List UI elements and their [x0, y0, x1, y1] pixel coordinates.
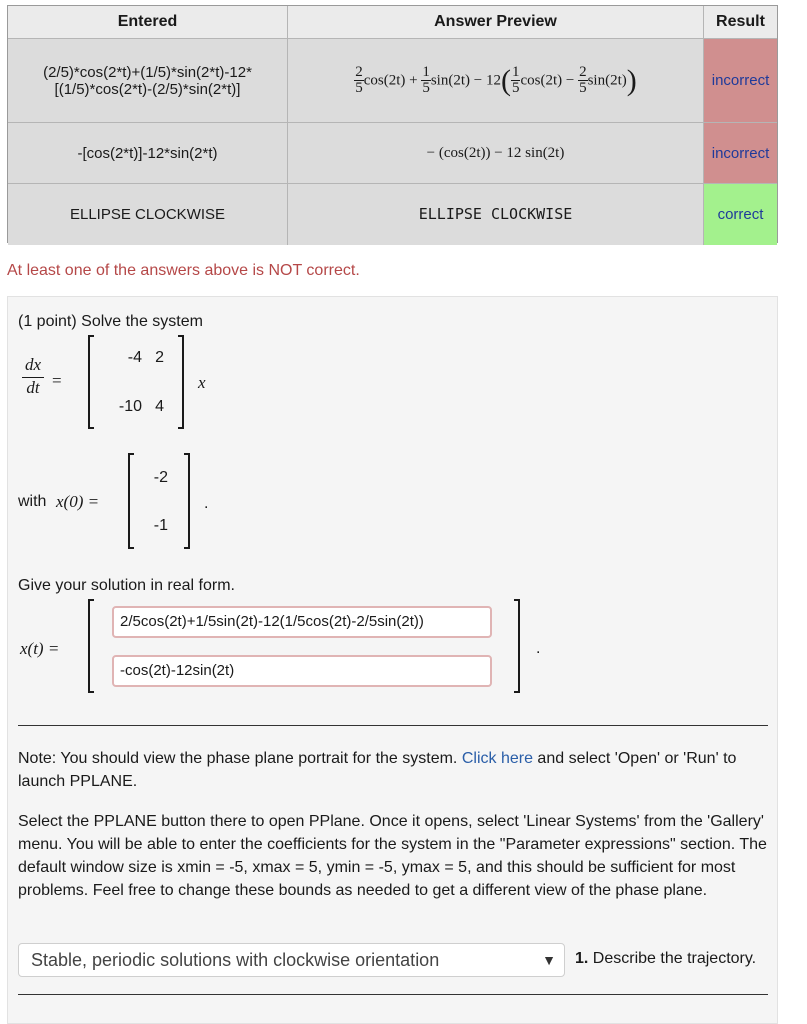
- result-row: [8, 123, 777, 184]
- divider: [18, 994, 768, 995]
- describe-label: 1. Describe the trajectory.: [575, 950, 757, 967]
- matrix-cell: 2: [155, 349, 164, 366]
- dx-label: dx: [24, 355, 42, 374]
- result-row: [8, 39, 777, 123]
- trajectory-select[interactable]: [18, 943, 565, 977]
- vector-left-bracket: [128, 453, 134, 549]
- period: .: [536, 640, 541, 657]
- real-form-instruction: Give your solution in real form.: [18, 577, 235, 594]
- header-answer-preview: Answer Preview: [288, 6, 704, 39]
- solution-left-bracket: [88, 599, 94, 693]
- period: .: [204, 495, 209, 512]
- matrix-left-bracket: [88, 335, 94, 429]
- equals-sign: =: [52, 371, 62, 390]
- fraction: $\frac{1}{5}$: [511, 64, 520, 96]
- results-table: [7, 5, 778, 243]
- matrix-cell: 4: [155, 398, 164, 415]
- with-label: with: [18, 493, 47, 510]
- warning-message: At least one of the answers above is NOT correct.: [7, 262, 360, 279]
- divider: [18, 725, 768, 726]
- entered-line-1: (2/5)*cos(2*t)+(1/5)*sin(2*t)-12*: [43, 63, 252, 81]
- result-status-incorrect: incorrect: [704, 39, 778, 123]
- preview-cell: − (cos(2t)) − 12 sin(2t): [288, 123, 704, 184]
- preview-cell: ELLIPSE CLOCKWISE: [288, 184, 704, 245]
- fraction: $\frac{1}{5}$: [422, 64, 430, 96]
- preview-term: cos(2t) −: [520, 71, 575, 88]
- fraction: $\frac{2}{5}$: [579, 64, 587, 96]
- select-value: Stable, periodic solutions with clockwise orientation: [31, 950, 440, 970]
- click-here-link[interactable]: Click here: [461, 750, 533, 767]
- matrix-right-bracket: [178, 335, 184, 429]
- dt-label: dt: [22, 377, 44, 398]
- entered-cell: ELLIPSE CLOCKWISE: [8, 184, 288, 245]
- vector-cell: -2: [153, 469, 168, 486]
- problem-panel: [7, 296, 778, 1024]
- vector-cell: -1: [153, 517, 168, 534]
- x0-label: x(0) =: [56, 492, 100, 511]
- note-text-after: and select 'Open' or 'Run' to launch PPLANE.: [18, 750, 737, 790]
- preview-term: cos(2t) +: [363, 71, 418, 88]
- matrix-cell: -4: [127, 349, 142, 366]
- problem-intro: (1 point) Solve the system: [18, 313, 203, 330]
- derivative-fraction: [22, 355, 44, 398]
- vector-right-bracket: [184, 453, 190, 549]
- entered-cell: -[cos(2*t)]-12*sin(2*t): [8, 123, 288, 184]
- preview-cell: $\frac{2}{5}$ cos(2t) + $\frac{1}{5}$ sin(2t) − 12( $\frac{1}{5}$ cos(2t) − $\frac{2}{5}$ sin(2t)): [288, 39, 704, 123]
- preview-term: sin(2t) − 12: [430, 71, 501, 88]
- entered-cell: [8, 39, 288, 123]
- fraction: $\frac{2}{5}$: [355, 64, 363, 96]
- preview-term: sin(2t): [587, 71, 627, 88]
- entered-line-2: [(1/5)*cos(2*t)-(2/5)*sin(2*t)]: [54, 80, 241, 98]
- result-status-correct: correct: [704, 184, 778, 245]
- matrix-cell: -10: [118, 398, 142, 415]
- xt-label: x(t) =: [20, 639, 60, 658]
- header-result: Result: [704, 6, 778, 39]
- solution-right-bracket: [514, 599, 520, 693]
- note-text: Note: You should view the phase plane portrait for the system.: [18, 750, 458, 767]
- x-variable: x: [198, 373, 206, 392]
- answer-input-1[interactable]: 2/5cos(2t)+1/5sin(2t)-12(1/5cos(2t)-2/5sin(2t)): [112, 606, 492, 638]
- note-paragraph: [18, 747, 770, 793]
- header-entered: Entered: [8, 6, 288, 39]
- result-status-incorrect: incorrect: [704, 123, 778, 184]
- result-row: [8, 184, 777, 245]
- chevron-down-icon: ▼: [542, 952, 556, 968]
- pplane-instructions: Select the PPLANE button there to open PPlane. Once it opens, select 'Linear Systems' from the 'Gallery' menu. You will be able to enter the coefficients for the system in the "Parameter expressions" section. The default window size is xmin = -5, xmax = 5, ymin = -5, ymax = 5, and this should be sufficient for most problems. Feel free to change these bounds as needed to get a different view of the phase plane.: [18, 813, 767, 899]
- answer-input-2[interactable]: -cos(2t)-12sin(2t): [112, 655, 492, 687]
